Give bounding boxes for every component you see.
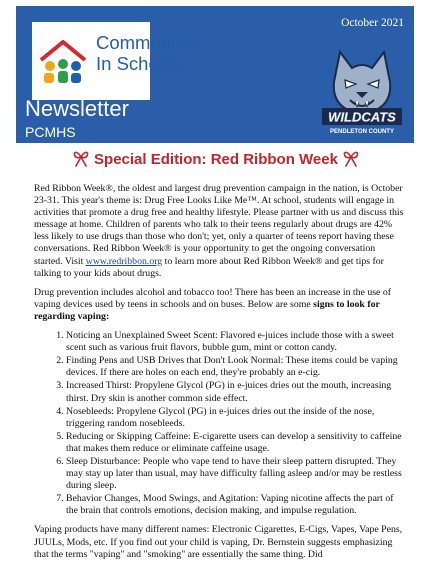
list-item: 4. Nosebleeds: Propylene Glycol (PG) in e-juices dries out the inside of the nose, triggering random nosebleeds. [66,406,406,430]
mascot-wildcats-text: WILDCATS [328,109,396,125]
special-edition-headline [0,149,432,168]
issue-date: October 2021 [341,17,404,29]
newsletter-title: Newsletter [25,96,129,121]
newsletter-banner [16,6,414,143]
redribbon-link[interactable]: www.redribbon.org [85,255,163,267]
signs-intro-bold: signs to look for regarding vaping: [34,298,380,322]
red-ribbon-icon [72,149,90,167]
vaping-signs-list [34,330,406,517]
mascot-county-text: PENDLETON COUNTY [330,129,394,135]
article-body [34,183,406,568]
red-ribbon-icon [342,149,360,167]
intro-paragraph [34,183,406,280]
communities-in-schools-logo [32,22,204,100]
list-item: 1. Noticing an Unexplained Sweet Scent: Flavored e-juices include those with a sweet scent such as various fruit flavors, bubble gum, mint or cotton candy. [66,330,406,354]
headline-text: Special Edition: Red Ribbon Week [94,151,338,168]
intro-text: Red Ribbon Week®, the oldest and largest drug prevention campaign in the nation, is October 23-31. This year's theme is: Drug Free Looks Like Me™. At school, students will engage in activities that promote a drug free and healthy lifestyle. Please partner with us and discuss this message at home. Children of parents who talk to their teens regularly about drugs are 42% less likely to use drugs than those who don't; yet, only a quarter of teens report having these conversations. Red Ribbon Week® is your opportunity to get the ongoing conversation started. Visit [34,183,404,267]
org-name-line1: Communities [96,32,204,53]
closing-paragraph: Vaping products have many different names: Electronic Cigarettes, E-Cigs, Vapes, Vape Pens, JUULs, Mods, etc. If you find out your child is vaping, Dr. Bernstein suggests emphasizing that the terms "vaping" and "smoking" are essentially the same thing. Did [34,524,403,560]
house-logo-icon [35,36,93,86]
newsletter-subtitle: PCMHS [25,124,76,140]
org-name [96,32,326,74]
intro-text-end: to learn more about Red Ribbon Week® and get tips for talking to your kids about drugs. [34,255,384,279]
org-name-line2: In Schools [96,53,183,74]
list-item: 2. Finding Pens and USB Drives that Don't Look Normal: These items could be vaping devices. If there are holes on each end, they're probably an e-cig. [66,355,406,379]
list-item: 6. Sleep Disturbance: People who vape tend to have their sleep pattern disrupted. They may stay up later than usual, may have difficulty falling asleep and/or may be restless during sleep. [66,456,406,492]
list-item: 5. Reducing or Skipping Caffeine: E-cigarette users can develop a sensitivity to caffeine that makes them reduce or eliminate caffeine usage. [66,431,406,455]
signs-intro-paragraph [34,287,406,323]
list-item: 7. Behavior Changes, Mood Swings, and Agitation: Vaping nicotine affects the part of the brain that controls emotions, decision making, and impulse regulation. [66,493,406,517]
wildcats-mascot-logo [320,40,404,138]
signs-intro-text: Drug prevention includes alcohol and tobacco too! There has been an increase in the use of vaping devices used by teens in schools and on buses. Below are some [34,286,392,310]
list-item: 3. Increased Thirst: Propylene Glycol (PG) in e-juices dries out the mouth, increasing thirst. Dry skin is another common side effect. [66,380,406,404]
